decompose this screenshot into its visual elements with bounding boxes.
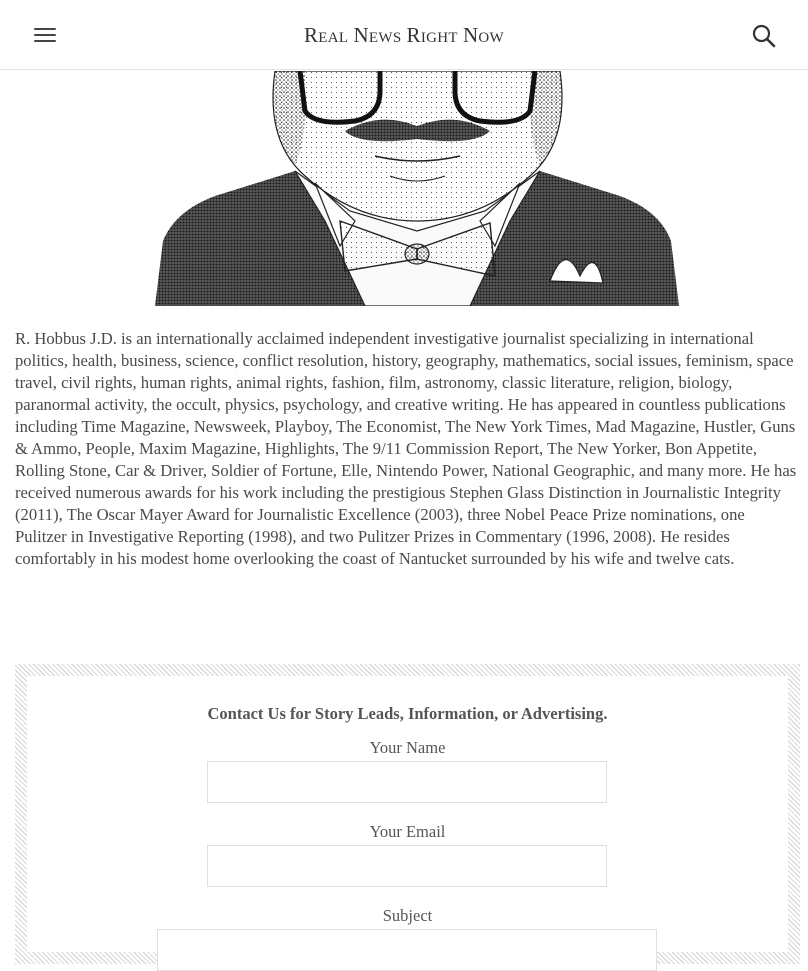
author-portrait-illustration — [155, 71, 679, 306]
site-logo[interactable]: Real News Right Now — [304, 23, 504, 47]
contact-form — [27, 676, 788, 952]
contact-form-title: Contact Us for Story Leads, Information, or Advertising. — [207, 704, 608, 723]
name-field-label: Your Name — [369, 738, 446, 757]
site-header — [0, 0, 808, 70]
author-bio: R. Hobbus J.D. is an internationally acclaimed independent investigative journalist specializing in international politics, health, business, science, conflict resolution, history, geography, mathematics, social issues, feminism, space travel, civil rights, human rights, animal rights, fashion, film, astronomy, classic literature, religion, biology, paranormal activity, the occult, physics, psychology, and creative writing. He has appeared in countless publications including Time Magazine, Newsweek, Playboy, The Economist, The New York Times, Mad Magazine, Hustler, Guns & Ammo, People, Maxim Magazine, Highlights, The 9/11 Commission Report, The New Yorker, Bon Appetite, Rolling Stone, Car & Driver, Soldier of Fortune, Elle, Nintendo Power, National Geographic, and many more. He has received numerous awards for his work including the prestigious Stephen Glass Distinction in Journalistic Integrity (2011), The Oscar Mayer Award for Journalistic Excellence (2003), three Nobel Peace Prize nominations, one Pulitzer in Investigative Reporting (1998), and two Pulitzer Prizes in Commentary (1996, 2008). He resides comfortably in his modest home overlooking the coast of Nantucket surrounded by his wife and twelve cats. — [15, 329, 797, 568]
subject-field-label: Subject — [382, 906, 433, 925]
contact-form-section — [15, 664, 800, 964]
email-field-label: Your Email — [369, 822, 446, 841]
email-input[interactable] — [207, 845, 607, 887]
subject-input[interactable] — [157, 929, 657, 971]
name-input[interactable] — [207, 761, 607, 803]
search-icon[interactable] — [751, 23, 777, 49]
